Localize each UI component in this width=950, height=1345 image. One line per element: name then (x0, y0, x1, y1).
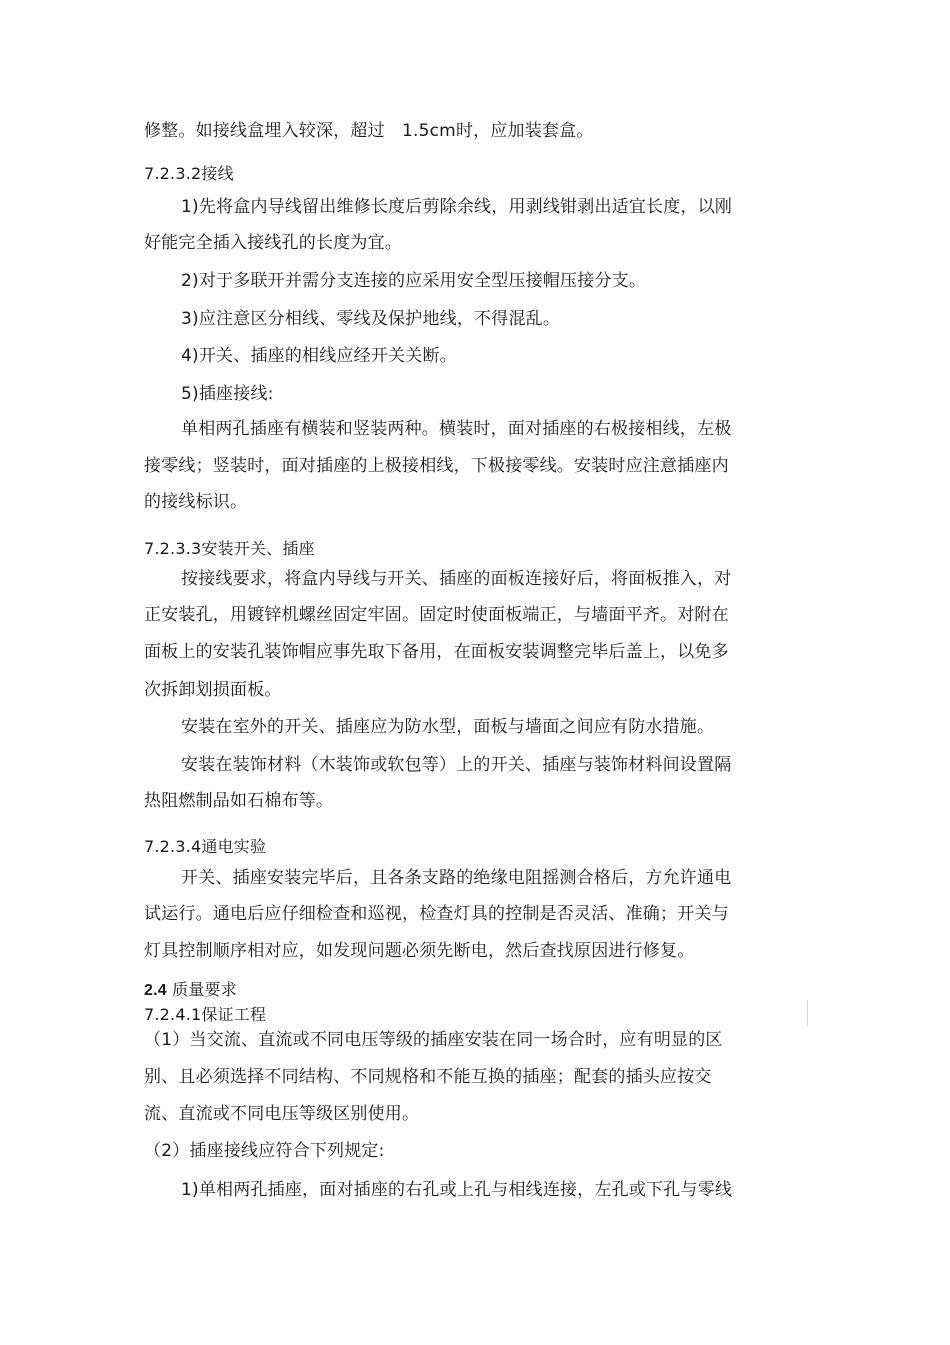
paragraph-line: 安装在装饰材料（木装饰或软包等）上的开关、插座与装饰材料间设置隔 (181, 755, 732, 775)
paragraph-line: 按接线要求，将盒内导线与开关、插座的面板连接好后，将面板推入，对 (181, 569, 732, 589)
paragraph-line: 安装在室外的开关、插座应为防水型，面板与墙面之间应有防水措施。 (181, 717, 715, 737)
paragraph-line: 试运行。通电后应仔细检查和巡视，检查灯具的控制是否灵活、准确；开关与 (144, 904, 729, 924)
margin-mark (807, 1000, 808, 1026)
paragraph-line: 1)先将盒内导线留出维修长度后剪除余线，用剥线钳剥出适宜长度，以刚 (181, 197, 733, 217)
paragraph-line: 修整。如接线盒埋入较深，超过 1.5cm时，应加装套盒。 (144, 121, 594, 141)
paragraph-line: 别、且必须选择不同结构、不同规格和不能互换的插座；配套的插头应按交 (144, 1067, 712, 1087)
paragraph-line: （1）当交流、直流或不同电压等级的插座安装在同一场合时，应有明显的区 (144, 1030, 723, 1050)
list-item: （2）插座接线应符合下列规定: (144, 1141, 385, 1161)
section-heading-7-2-3-2: 7.2.3.2接线 (144, 164, 234, 183)
section-heading-7-2-3-4: 7.2.3.4通电实验 (144, 837, 267, 856)
paragraph-line: 次拆卸划损面板。 (144, 680, 282, 700)
section-heading-7-2-3-3: 7.2.3.3安装开关、插座 (144, 539, 315, 558)
section-heading-2-4 (144, 979, 237, 1002)
paragraph-line: 流、直流或不同电压等级区别使用。 (144, 1104, 420, 1124)
section-title: 质量要求 (166, 980, 237, 999)
paragraph-line: 好能完全插入接线孔的长度为宜。 (144, 233, 402, 253)
paragraph-line: 开关、插座安装完毕后，且各条支路的绝缘电阻摇测合格后，方允许通电 (181, 868, 732, 888)
paragraph-line: 正安装孔，用镀锌机螺丝固定牢固。固定时使面板端正，与墙面平齐。对附在 (144, 605, 729, 625)
section-heading-7-2-4-1: 7.2.4.1保证工程 (144, 1005, 267, 1024)
section-number: 2.4 (144, 982, 167, 999)
paragraph-line: 热阻燃制品如石棉布等。 (144, 791, 334, 811)
list-item: 5)插座接线: (181, 384, 274, 404)
paragraph-line: 面板上的安装孔装饰帽应事先取下备用，在面板安装调整完毕后盖上，以免多 (144, 642, 729, 662)
paragraph-line: 单相两孔插座有横装和竖装两种。横装时，面对插座的右极接相线，左极 (181, 419, 732, 439)
list-item: 3)应注意区分相线、零线及保护地线，不得混乱。 (181, 309, 561, 329)
paragraph-line: 接零线；竖装时，面对插座的上极接相线，下极接零线。安装时应注意插座内 (144, 456, 729, 476)
list-item: 2)对于多联开并需分支连接的应采用安全型压接帽压接分支。 (181, 271, 647, 291)
list-item: 4)开关、插座的相线应经开关关断。 (181, 346, 457, 366)
paragraph-line: 灯具控制顺序相对应，如发现问题必须先断电，然后查找原因进行修复。 (144, 941, 695, 961)
list-item: 1)单相两孔插座，面对插座的右孔或上孔与相线连接，左孔或下孔与零线 (181, 1180, 733, 1200)
paragraph-line: 的接线标识。 (144, 492, 248, 512)
